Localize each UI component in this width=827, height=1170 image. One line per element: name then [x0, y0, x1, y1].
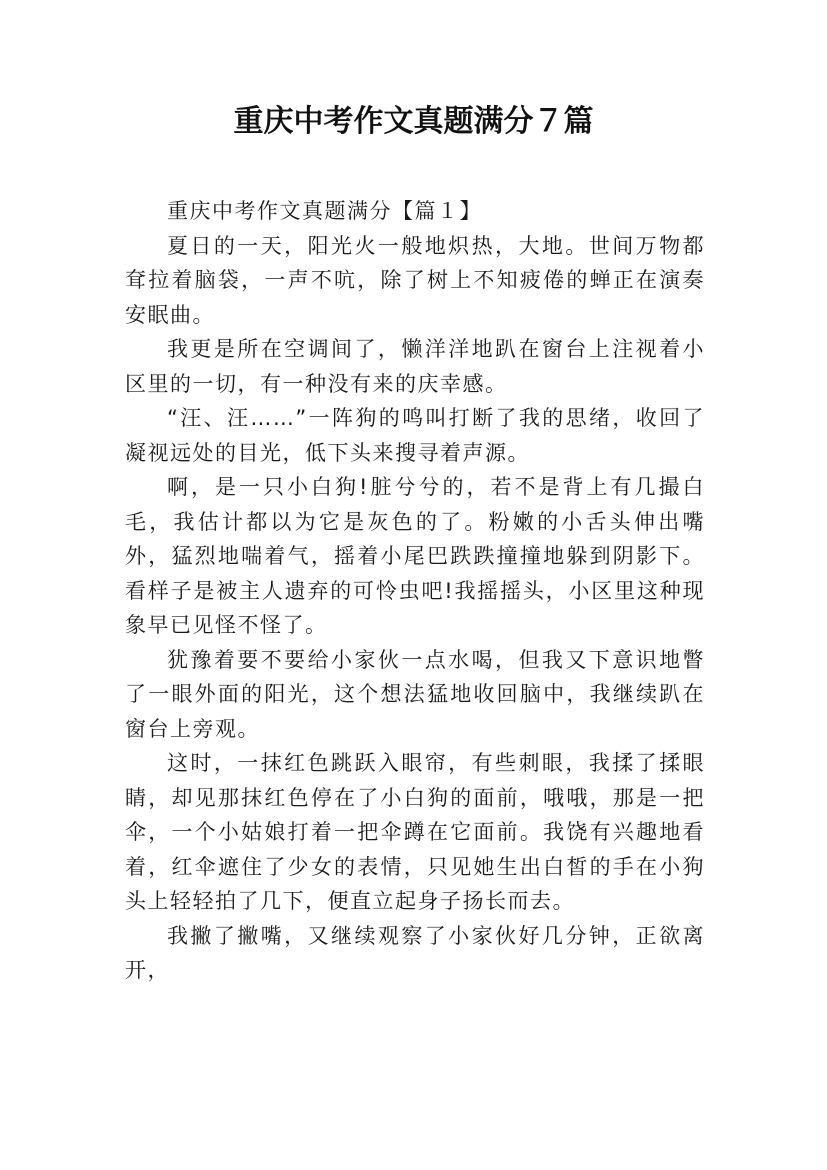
document-title: 重庆中考作文真题满分７篇: [233, 104, 594, 139]
paragraph: 夏日的一天，阳光火一般地炽热，大地。世间万物都耷拉着脑袋，一声不吭，除了树上不知疲倦的蝉正在演奏安眠曲。: [125, 233, 705, 327]
paragraph: 犹豫着要不要给小家伙一点水喝，但我又下意识地瞥了一眼外面的阳光，这个想法猛地收回脑中，我继续趴在窗台上旁观。: [125, 647, 705, 741]
paragraph: 我更是所在空调间了，懒洋洋地趴在窗台上注视着小区里的一切，有一种没有来的庆幸感。: [125, 337, 705, 396]
paragraph-heading: 重庆中考作文真题满分【篇１】: [167, 199, 482, 223]
paragraph: 啊，是一只小白狗!脏兮兮的，若不是背上有几撮白毛，我估计都以为它是灰色的了。粉嫩的小舌头伸出嘴外，猛烈地喘着气，摇着小尾巴跌跌撞撞地躲到阴影下。看样子是被主人遗弃的可怜虫吧!我摇摇头，小区里这种现象早已见怪不怪了。: [125, 475, 705, 637]
paragraph: 我撇了撇嘴，又继续观察了小家伙好几分钟，正欲离开，: [125, 923, 705, 982]
paragraph: “汪、汪……”一阵狗的鸣叫打断了我的思绪，收回了凝视远处的目光，低下头来搜寻着声源。: [125, 406, 705, 465]
document-body: [125, 194, 705, 988]
paragraph: 这时，一抹红色跳跃入眼帘，有些刺眼，我揉了揉眼睛，却见那抹红色停在了小白狗的面前，哦哦，那是一把伞，一个小姑娘打着一把伞蹲在它面前。我饶有兴趣地看着，红伞遮住了少女的表情，只见她生出白皙的手在小狗头上轻轻拍了几下，便直立起身子扬长而去。: [125, 751, 705, 913]
